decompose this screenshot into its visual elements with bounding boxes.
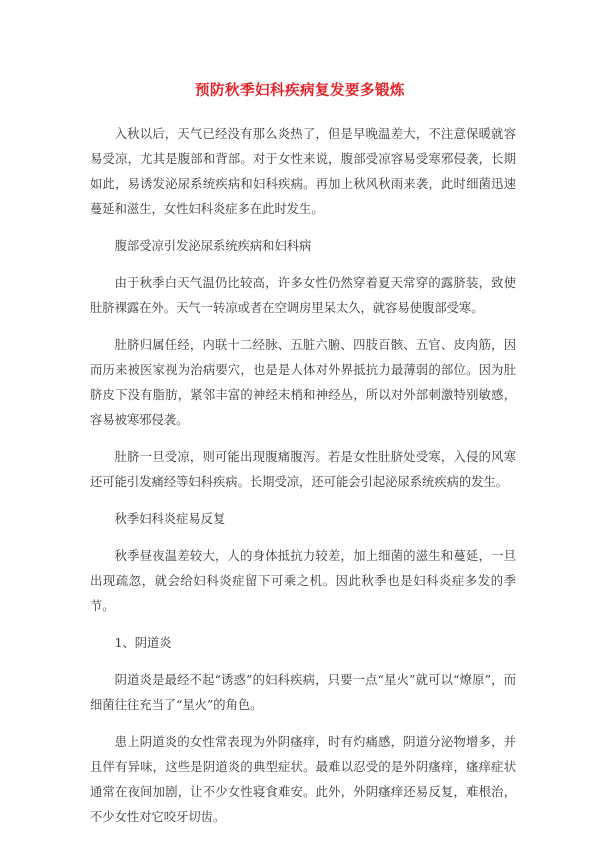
paragraph-vaginitis-symptoms: 患上阴道炎的女性常表现为外阴瘙痒，时有灼痛感，阴道分泌物增多，并且伴有异味，这些是阴道炎的典型症状。最难以忍受的是外阴瘙痒，瘙痒症状通常在夜间加剧，让不少女性寝食难安。此外，外阴瘙痒还易反复，难根治，不少女性对它咬牙切齿。 [90,735,516,824]
subheading-autumn-inflammation: 秋季妇科炎症易反复 [114,512,226,526]
paragraph-vaginitis-spark: 阴道炎是最经不起“诱惑”的妇科疾病，只要一点“星火”就可以“燎原”，而细菌往往充当了“星火”的角色。 [90,673,516,712]
subheading-abdomen-cold: 腹部受凉引发泌尿系统疾病和妇科病 [114,239,312,253]
paragraph-autumn-temperature: 秋季昼夜温差较大，人的身体抵抗力较差，加上细菌的滋生和蔓延，一旦出现疏忽，就会给妇科炎症留下可乘之机。因此秋季也是妇科炎症多发的季节。 [90,549,516,613]
document-title: 预防秋季妇科疾病复发要多锻炼 [195,83,405,99]
paragraph-navel-exposed: 由于秋季白天气温仍比较高，许多女性仍然穿着夏天常穿的露脐装，致使肚脐裸露在外。天气一转凉或者在空调房里呆太久，就容易使腹部受寒。 [90,276,516,315]
paragraph-navel-acupoint: 肚脐归属任经，内联十二经脉、五脏六腑、四肢百骸、五官、皮肉筋，因而历来被医家视为治病要穴，也是是人体对外界抵抗力最薄弱的部位。因为肚脐皮下没有脂肪，紧邻丰富的神经末梢和神经丛，所以对外部刺激特别敏感，容易被寒邪侵袭。 [90,338,516,427]
paragraph-navel-cold-effects: 肚脐一旦受凉，则可能出现腹痛腹泻。若是女性肚脐处受寒，入侵的风寒还可能引发痛经等妇科疾病。长期受凉，还可能会引起泌尿系统疾病的发生。 [90,450,516,489]
subheading-vaginitis: 1、阴道炎 [114,636,172,650]
document-body [90,122,516,842]
paragraph-intro: 入秋以后，天气已经没有那么炎热了，但是早晚温差大，不注意保暖就容易受凉，尤其是腹部和背部。对于女性来说，腹部受凉容易受寒邪侵袭，长期如此，易诱发泌尿系统疾病和妇科疾病。再加上秋风秋雨来袭，此时细菌迅速蔓延和滋生，女性妇科炎症多在此时发生。 [90,127,516,216]
